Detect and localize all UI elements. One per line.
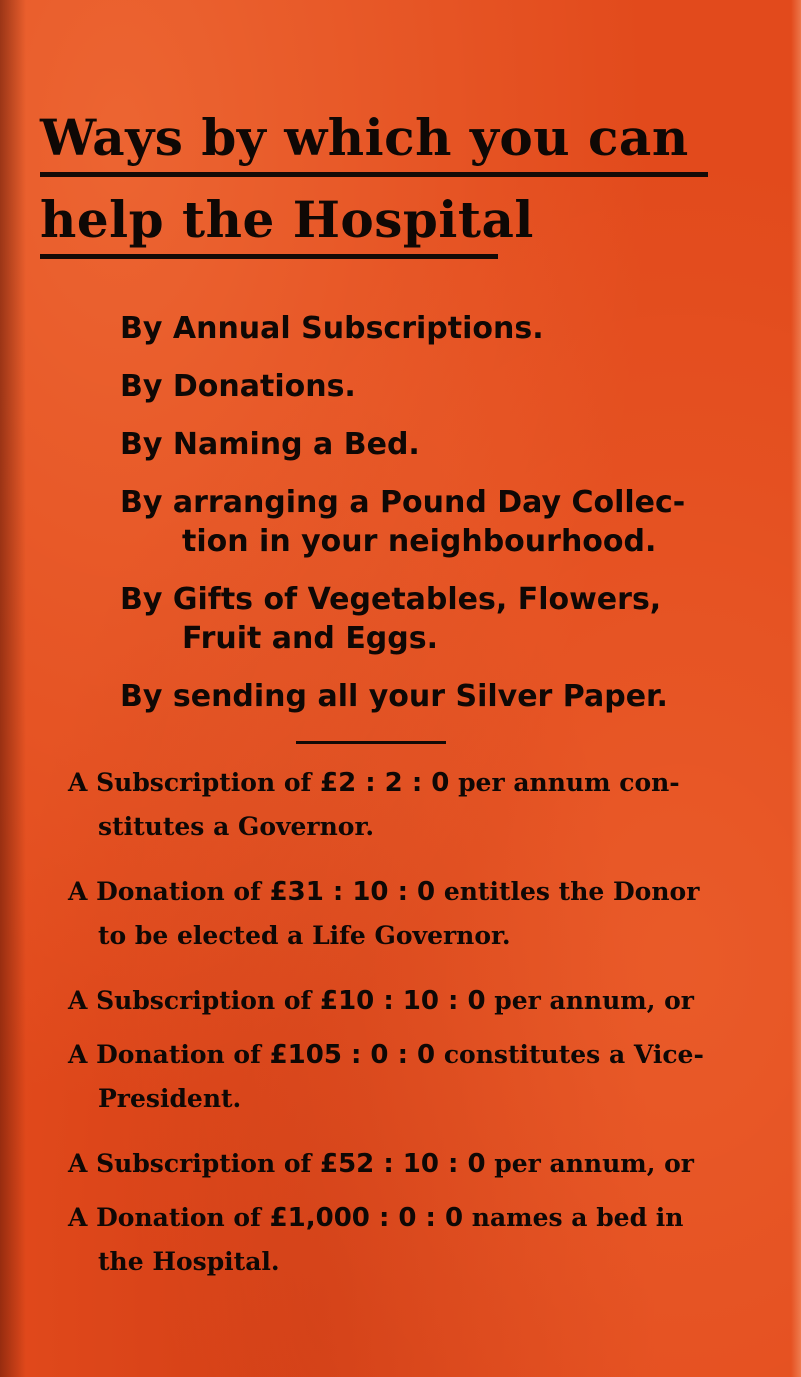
title-underline-1 <box>40 172 708 177</box>
term-amount: £1,000 : 0 : 0 <box>269 1203 464 1233</box>
ways-item <box>120 580 760 658</box>
ways-item-text: By Annual Subscriptions. <box>120 311 544 346</box>
ways-item <box>120 309 760 348</box>
term-text-continued: to be elected a Life Governor. <box>98 921 511 950</box>
page-edge-highlight <box>791 0 801 1377</box>
term-bed-subscription <box>68 1142 758 1186</box>
ways-item-text: By Naming a Bed. <box>120 427 420 462</box>
term-text: constitutes a Vice- <box>435 1040 704 1069</box>
term-text-continued: the Hospital. <box>98 1247 280 1276</box>
term-governor <box>68 761 758 848</box>
term-text: A Donation of <box>68 1040 270 1069</box>
term-amount: £10 : 10 : 0 <box>320 986 486 1016</box>
term-text: A Donation of <box>68 877 270 906</box>
ways-item <box>120 483 760 561</box>
term-bed-donation <box>68 1196 758 1283</box>
ways-item-text-continued: Fruit and Eggs. <box>182 621 439 656</box>
term-amount: £31 : 10 : 0 <box>269 877 436 907</box>
ways-item-text: By Donations. <box>120 369 356 404</box>
term-vice-president-donation <box>68 1033 758 1120</box>
term-vice-president-subscription <box>68 979 758 1023</box>
ways-item-text: By sending all your Silver Paper. <box>120 679 668 714</box>
term-text: A Donation of <box>68 1203 270 1232</box>
ways-item-text: By Gifts of Vegetables, Flowers, <box>120 582 662 617</box>
term-text: A Subscription of <box>68 1149 320 1178</box>
term-text: per annum, or <box>485 1149 694 1178</box>
page-title-line-2: help the Hospital <box>40 190 534 249</box>
ways-item-text-continued: tion in your neighbourhood. <box>182 524 657 559</box>
page-edge-shadow <box>0 0 26 1377</box>
term-text: per annum con- <box>449 768 680 797</box>
ways-item-text: By arranging a Pound Day Collec- <box>120 485 686 520</box>
membership-terms <box>68 761 758 1283</box>
ways-item <box>120 367 760 406</box>
term-text-continued: stitutes a Governor. <box>98 812 375 841</box>
ways-list <box>120 309 760 735</box>
title-underline-2 <box>40 254 498 259</box>
term-text: A Subscription of <box>68 768 320 797</box>
term-amount: £52 : 10 : 0 <box>320 1149 486 1179</box>
term-text: names a bed in <box>463 1203 684 1232</box>
ways-item <box>120 677 760 716</box>
term-life-governor <box>68 870 758 957</box>
section-divider <box>296 741 446 744</box>
term-text: entitles the Donor <box>435 877 700 906</box>
term-amount: £105 : 0 : 0 <box>269 1040 436 1070</box>
term-text: per annum, or <box>485 986 694 1015</box>
page-title-line-1: Ways by which you can <box>40 108 689 167</box>
ways-item <box>120 425 760 464</box>
term-text: A Subscription of <box>68 986 320 1015</box>
term-amount: £2 : 2 : 0 <box>320 768 450 798</box>
term-text-continued: President. <box>98 1084 242 1113</box>
